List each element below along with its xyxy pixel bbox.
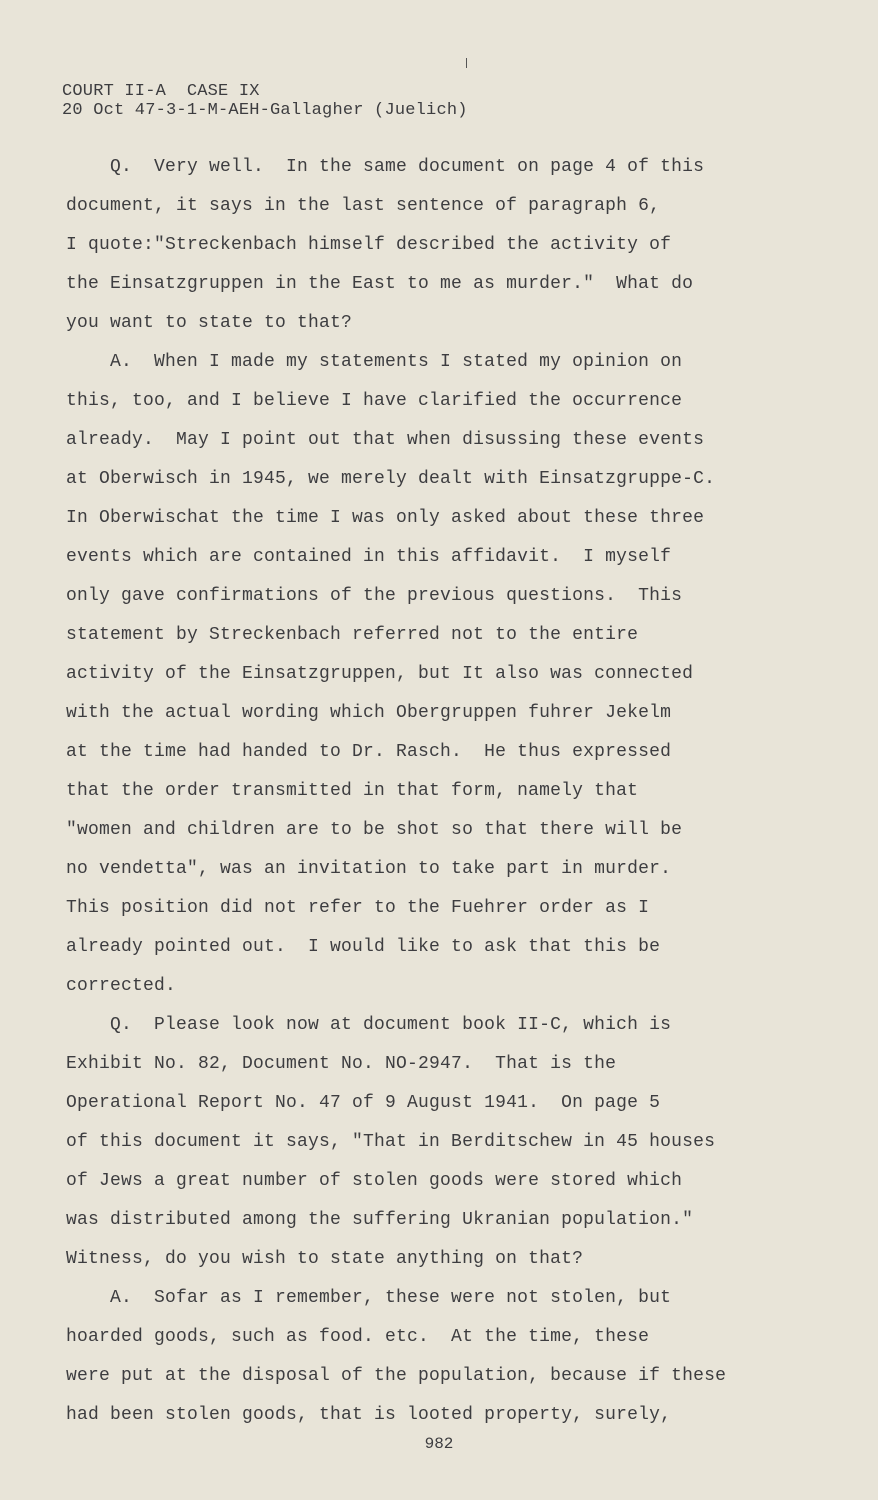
text-line: you want to state to that?: [66, 313, 353, 333]
transcript-body: [66, 148, 826, 1435]
text-line: with the actual wording which Obergruppen fuhrer Jekelm: [66, 703, 672, 723]
header-court-case: COURT II-A CASE IX: [62, 82, 260, 101]
text-line: already pointed out. I would like to ask that this be: [66, 937, 661, 957]
text-line: was distributed among the suffering Ukranian population.": [66, 1210, 694, 1230]
text-line: of Jews a great number of stolen goods were stored which: [66, 1171, 683, 1191]
text-line: In Oberwischat the time I was only asked about these three: [66, 508, 705, 528]
text-line: this, too, and I believe I have clarified the occurrence: [66, 391, 683, 411]
text-line: events which are contained in this affidavit. I myself: [66, 547, 672, 567]
text-line: the Einsatzgruppen in the East to me as murder." What do: [66, 274, 694, 294]
text-line: had been stolen goods, that is looted property, surely,: [66, 1405, 672, 1425]
text-line: statement by Streckenbach referred not to the entire: [66, 625, 639, 645]
text-line: I quote:"Streckenbach himself described the activity of: [66, 235, 672, 255]
text-line: at the time had handed to Dr. Rasch. He thus expressed: [66, 742, 672, 762]
text-line: Exhibit No. 82, Document No. NO-2947. That is the: [66, 1054, 617, 1074]
text-line: corrected.: [66, 976, 177, 996]
page-number: 982: [424, 1435, 454, 1453]
text-line: already. May I point out that when disussing these events: [66, 430, 705, 450]
header-session-info: 20 Oct 47-3-1-M-AEH-Gallagher (Juelich): [62, 101, 468, 120]
text-line: hoarded goods, such as food. etc. At the time, these: [66, 1327, 650, 1347]
text-line: only gave confirmations of the previous questions. This: [66, 586, 683, 606]
text-line: "women and children are to be shot so that there will be: [66, 820, 683, 840]
text-line: This position did not refer to the Fuehrer order as I: [66, 898, 650, 918]
text-line: Witness, do you wish to state anything on that?: [66, 1249, 584, 1269]
text-line: Q. Very well. In the same document on page 4 of this: [66, 157, 705, 177]
margin-mark: [466, 58, 467, 68]
text-line: activity of the Einsatzgruppen, but It also was connected: [66, 664, 694, 684]
text-line: Q. Please look now at document book II-C, which is: [66, 1015, 672, 1035]
text-line: document, it says in the last sentence of paragraph 6,: [66, 196, 661, 216]
text-line: A. Sofar as I remember, these were not stolen, but: [66, 1288, 672, 1308]
text-line: were put at the disposal of the population, because if these: [66, 1366, 727, 1386]
text-line: Operational Report No. 47 of 9 August 1941. On page 5: [66, 1093, 661, 1113]
text-line: no vendetta", was an invitation to take part in murder.: [66, 859, 672, 879]
text-line: that the order transmitted in that form, namely that: [66, 781, 639, 801]
text-line: of this document it says, "That in Berditschew in 45 houses: [66, 1132, 716, 1152]
text-line: A. When I made my statements I stated my opinion on: [66, 352, 683, 372]
text-line: at Oberwisch in 1945, we merely dealt with Einsatzgruppe-C.: [66, 469, 716, 489]
case-header: [62, 82, 468, 120]
